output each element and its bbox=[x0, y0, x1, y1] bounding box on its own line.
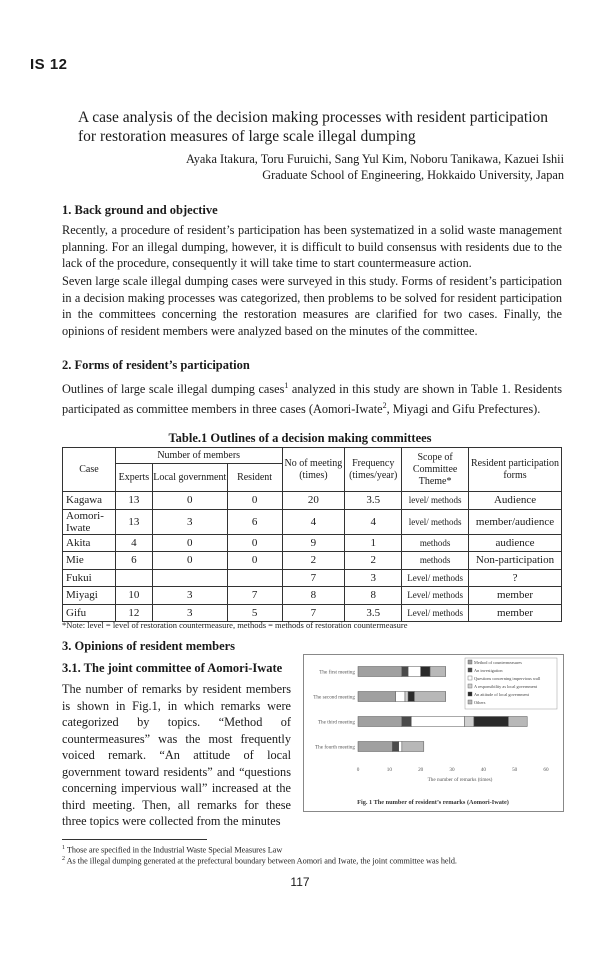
legend-entry: Questions concerning impervious wall bbox=[474, 676, 541, 681]
footnote-1 bbox=[62, 845, 282, 855]
header-resident: Resident bbox=[227, 464, 282, 492]
category-label: The second meeting bbox=[313, 694, 355, 701]
table-row bbox=[63, 569, 562, 587]
cell-frequency: 1 bbox=[345, 534, 402, 552]
table-row bbox=[63, 534, 562, 552]
legend-entry: Method of countermeasures bbox=[474, 660, 522, 665]
bar-segment bbox=[358, 692, 396, 702]
footnote-1-mark: 1 bbox=[62, 845, 65, 851]
header-meetings: No of meeting (times) bbox=[282, 448, 345, 492]
cell-frequency: 4 bbox=[345, 509, 402, 534]
cell-case: Fukui bbox=[63, 569, 116, 587]
bar-segment bbox=[408, 692, 414, 702]
footnote-1-text: Those are specified in the Industrial Waste Special Measures Law bbox=[66, 845, 283, 855]
legend-swatch bbox=[468, 692, 472, 696]
bar-segment bbox=[421, 667, 430, 677]
legend-entry: A responsibility as local government bbox=[474, 684, 538, 689]
bar-segment bbox=[392, 742, 398, 752]
cell-meetings: 9 bbox=[282, 534, 345, 552]
cell-local: 0 bbox=[152, 492, 227, 510]
bar-segment bbox=[405, 692, 408, 702]
figure-1 bbox=[303, 654, 564, 812]
cell-experts: 4 bbox=[115, 534, 152, 552]
cell-form: member bbox=[469, 587, 562, 605]
cell-form: Audience bbox=[469, 492, 562, 510]
session-label: IS 12 bbox=[30, 56, 68, 73]
cell-case: Akita bbox=[63, 534, 116, 552]
bar-segment bbox=[402, 742, 424, 752]
cell-form: audience bbox=[469, 534, 562, 552]
table-row bbox=[63, 604, 562, 622]
cell-local: 0 bbox=[152, 552, 227, 570]
header-frequency: Frequency (times/year) bbox=[345, 448, 402, 492]
cell-meetings: 8 bbox=[282, 587, 345, 605]
section2-para bbox=[62, 378, 562, 417]
header-forms: Resident participation forms bbox=[469, 448, 562, 492]
table-caption: Table.1 Outlines of a decision making committees bbox=[168, 431, 432, 445]
bar-segment bbox=[402, 717, 411, 727]
cell-form: ? bbox=[469, 569, 562, 587]
category-label: The fourth meeting bbox=[314, 744, 355, 751]
cell-meetings: 2 bbox=[282, 552, 345, 570]
cell-experts bbox=[115, 569, 152, 587]
cell-resident: 5 bbox=[227, 604, 282, 622]
cell-experts: 13 bbox=[115, 509, 152, 534]
cell-scope: level/ methods bbox=[402, 509, 469, 534]
bar-segment bbox=[408, 667, 421, 677]
remarks-chart bbox=[304, 655, 563, 811]
section3-para: The number of remarks by resident members is shown in Fig.1, in which remarks were categorized by topics. “Method of countermeasures” was the most frequently voiced remark. “An attitude of local government toward residents” and “questions concerning impervious wall” increased at the third meeting. Then, all remarks for these three topics were collected from the minutes bbox=[62, 682, 291, 828]
legend-entry: Others bbox=[474, 700, 486, 705]
cell-local bbox=[152, 569, 227, 587]
cell-resident bbox=[227, 569, 282, 587]
cell-case: Mie bbox=[63, 552, 116, 570]
bar-segment bbox=[402, 667, 408, 677]
legend-swatch bbox=[468, 700, 472, 704]
legend-swatch bbox=[468, 668, 472, 672]
section1-heading: 1. Back ground and objective bbox=[62, 203, 218, 217]
cell-frequency: 3.5 bbox=[345, 604, 402, 622]
cell-scope: Level/ methods bbox=[402, 587, 469, 605]
legend-swatch bbox=[468, 660, 472, 664]
x-tick-label: 20 bbox=[418, 767, 424, 773]
cell-meetings: 7 bbox=[282, 569, 345, 587]
cell-case: Miyagi bbox=[63, 587, 116, 605]
bar-segment bbox=[358, 667, 402, 677]
x-tick-label: 40 bbox=[480, 767, 486, 773]
cell-meetings: 20 bbox=[282, 492, 345, 510]
bar-segment bbox=[358, 717, 402, 727]
section2-para-b: analyzed in this study are shown in Table 1. Residents participated as committee members in three cases (Aomori-Iwate bbox=[62, 382, 562, 416]
cell-scope: methods bbox=[402, 534, 469, 552]
cell-case: Kagawa bbox=[63, 492, 116, 510]
category-label: The third meeting bbox=[317, 719, 355, 726]
cell-frequency: 3.5 bbox=[345, 492, 402, 510]
bar-segment bbox=[399, 742, 402, 752]
bar-segment bbox=[474, 717, 508, 727]
section2-para-c: , Miyagi and Gifu Prefectures). bbox=[386, 401, 541, 416]
authors: Ayaka Itakura, Toru Furuichi, Sang Yul Kim, Noboru Tanikawa, Kazuei Ishii bbox=[185, 152, 564, 166]
footnote-ref-1: 1 bbox=[284, 381, 289, 390]
cell-resident: 7 bbox=[227, 587, 282, 605]
page-number: 117 bbox=[290, 875, 310, 889]
cell-local: 3 bbox=[152, 604, 227, 622]
header-scope: Scope of Committee Theme* bbox=[402, 448, 469, 492]
bar-segment bbox=[396, 692, 405, 702]
x-axis-label: The number of remarks (times) bbox=[427, 777, 493, 783]
bar-segment bbox=[414, 692, 445, 702]
outline-table bbox=[62, 447, 562, 622]
bar-segment bbox=[358, 742, 392, 752]
footnote-rule bbox=[62, 839, 207, 840]
section2-para-a: Outlines of large scale illegal dumping cases bbox=[62, 382, 285, 397]
cell-local: 3 bbox=[152, 509, 227, 534]
bar-segment bbox=[430, 667, 446, 677]
bar-segment bbox=[508, 717, 527, 727]
cell-experts: 12 bbox=[115, 604, 152, 622]
section1-para2: Seven large scale illegal dumping cases were surveyed in this study. Forms of resident’s participation in a decision making processes was categorized, then problems to be solved for resident participation in the committees concerning the restoration measures are clarified for two cases. Finally, the opinions of resident members were analyzed based on the minutes of the committee. bbox=[62, 274, 562, 338]
section3-heading: 3. Opinions of resident members bbox=[62, 639, 236, 653]
cell-resident: 6 bbox=[227, 509, 282, 534]
cell-scope: level/ methods bbox=[402, 492, 469, 510]
cell-resident: 0 bbox=[227, 552, 282, 570]
figure-caption: Fig. 1 The number of resident’s remarks (Aomori-Iwate) bbox=[357, 799, 509, 806]
legend-entry: An investigation bbox=[474, 668, 503, 673]
table-note: *Note: level = level of restoration countermeasure, methods = methods of restoration countermeasure bbox=[62, 620, 408, 630]
cell-experts: 10 bbox=[115, 587, 152, 605]
table-row bbox=[63, 509, 562, 534]
cell-scope: Level/ methods bbox=[402, 604, 469, 622]
header-local-gov: Local government bbox=[152, 464, 227, 492]
section2-heading: 2. Forms of resident’s participation bbox=[62, 358, 250, 372]
cell-scope: Level/ methods bbox=[402, 569, 469, 587]
footnote-ref-2: 2 bbox=[382, 400, 387, 410]
cell-experts: 6 bbox=[115, 552, 152, 570]
cell-frequency: 3 bbox=[345, 569, 402, 587]
bar-segment bbox=[411, 717, 464, 727]
x-tick-label: 50 bbox=[512, 767, 518, 773]
cell-case: Aomori-Iwate bbox=[63, 509, 116, 534]
header-members: Number of members bbox=[115, 448, 282, 464]
cell-case: Gifu bbox=[63, 604, 116, 622]
cell-meetings: 4 bbox=[282, 509, 345, 534]
table-row bbox=[63, 552, 562, 570]
footnote-2 bbox=[62, 856, 457, 866]
footnote-2-mark: 2 bbox=[62, 856, 65, 862]
legend-entry: An attitude of local government bbox=[474, 692, 529, 697]
cell-form: member bbox=[469, 604, 562, 622]
x-tick-label: 60 bbox=[543, 767, 549, 773]
x-tick-label: 30 bbox=[449, 767, 455, 773]
x-tick-label: 0 bbox=[356, 767, 360, 773]
cell-form: Non-participation bbox=[469, 552, 562, 570]
category-label: The first meeting bbox=[319, 669, 355, 676]
table-row bbox=[63, 492, 562, 510]
bar-segment bbox=[465, 717, 474, 727]
cell-resident: 0 bbox=[227, 534, 282, 552]
cell-form: member/audience bbox=[469, 509, 562, 534]
cell-frequency: 8 bbox=[345, 587, 402, 605]
legend-swatch bbox=[468, 676, 472, 680]
legend-swatch bbox=[468, 684, 472, 688]
table-row bbox=[63, 587, 562, 605]
cell-local: 3 bbox=[152, 587, 227, 605]
cell-local: 0 bbox=[152, 534, 227, 552]
cell-frequency: 2 bbox=[345, 552, 402, 570]
cell-scope: methods bbox=[402, 552, 469, 570]
footnote-2-text: As the illegal dumping generated at the prefectural boundary between Aomori and Iwate, the joint committee was held. bbox=[66, 856, 457, 866]
paper-title: A case analysis of the decision making processes with resident participation for restoration measures of large scale illegal dumping bbox=[78, 109, 549, 145]
section1-para1: Recently, a procedure of resident’s participation has been systematized in a solid waste management planning. For an illegal dumping, however, it is difficult to build consensus with residents due to the lack of the procedure, consequently it will take time to start countermeasure action. bbox=[62, 223, 562, 270]
author-block bbox=[186, 151, 564, 183]
affiliation: Graduate School of Engineering, Hokkaido University, Japan bbox=[262, 168, 564, 182]
section3-1-heading: 3.1. The joint committee of Aomori-Iwate bbox=[62, 661, 283, 675]
cell-resident: 0 bbox=[227, 492, 282, 510]
header-experts: Experts bbox=[115, 464, 152, 492]
cell-meetings: 7 bbox=[282, 604, 345, 622]
header-case: Case bbox=[63, 448, 116, 492]
cell-experts: 13 bbox=[115, 492, 152, 510]
x-tick-label: 10 bbox=[386, 767, 392, 773]
